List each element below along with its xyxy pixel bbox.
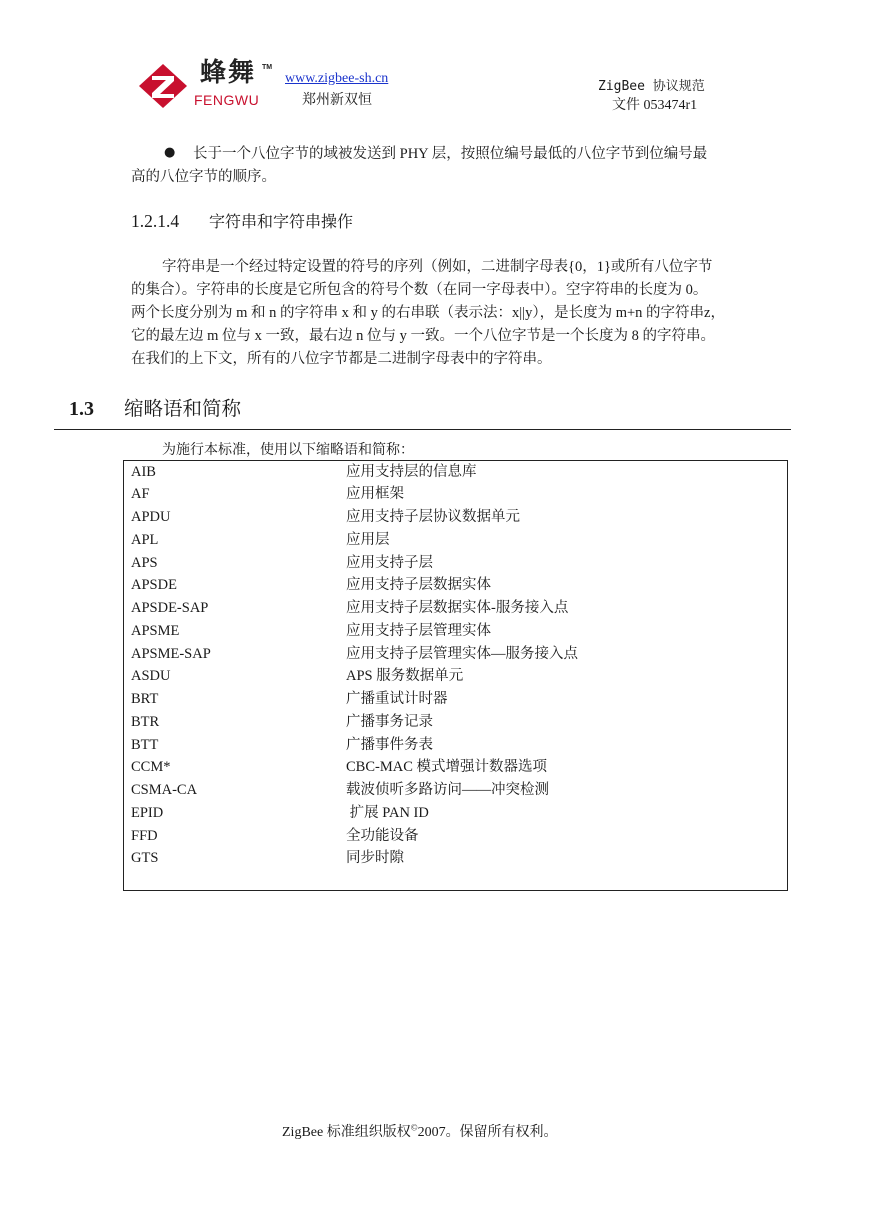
abbreviation-definition: 扩展 PAN ID <box>346 805 429 821</box>
paragraph-line: 的集合）。字符串的长度是它所包含的符号个数（在同一字母表中）。空字符串的长度为 0。 <box>131 282 708 298</box>
document-title: ZigBee 协议规范 <box>598 79 705 94</box>
fengwu-logo-icon <box>138 63 188 109</box>
abbreviation-term: BRT <box>131 691 159 707</box>
abbreviation-definition: 广播重试计时器 <box>346 691 448 707</box>
paragraph-line: 在我们的上下文，所有的八位字节都是二进制字母表中的字符串。 <box>131 351 552 367</box>
section-heading-13 <box>69 393 241 421</box>
abbreviation-term: APSME-SAP <box>131 646 211 662</box>
abbreviation-term: CCM* <box>131 759 171 775</box>
bullet-text-line-2: 高的八位字节的顺序。 <box>131 169 276 185</box>
table-intro: 为施行本标准，使用以下缩略语和简称： <box>162 443 414 458</box>
abbreviation-term: APL <box>131 532 159 548</box>
abbreviation-term: APSDE-SAP <box>131 600 209 616</box>
copyright-footer <box>282 1121 558 1141</box>
abbreviation-definition: 应用支持层的信息库 <box>346 464 477 480</box>
abbreviation-term: BTT <box>131 737 159 753</box>
abbreviation-definition: CBC-MAC 模式增强计数器选项 <box>346 759 548 775</box>
company-name: 郑州新双恒 <box>302 93 372 108</box>
abbreviation-definition: 应用支持子层管理实体—服务接入点 <box>346 646 578 662</box>
paragraph-line: 两个长度分别为 m 和 n 的字符串 x 和 y 的右串联（表示法：x||y），是长度为 m+n 的字符串z， <box>131 305 725 321</box>
abbreviation-term: APDU <box>131 509 171 525</box>
abbreviation-term: CSMA-CA <box>131 782 198 798</box>
abbreviation-definition: 应用支持子层数据实体 <box>346 577 491 593</box>
logo-chinese-name: 蜂舞 <box>200 58 257 88</box>
abbreviation-term: EPID <box>131 805 164 821</box>
abbreviation-definition: 应用支持子层协议数据单元 <box>346 509 520 525</box>
section-number: 1.2.1.4 <box>131 211 180 231</box>
footer-text: ZigBee 标准组织版权 <box>282 1125 411 1140</box>
abbreviation-term: APSDE <box>131 577 177 593</box>
paragraph-line: 它的最左边 m 位与 x 一致，最右边 n 位与 y 一致。一个八位字节是一个长度为 8 的字符串。 <box>131 328 716 344</box>
abbreviation-term: BTR <box>131 714 160 730</box>
abbreviation-definition: 应用层 <box>346 532 390 548</box>
abbreviation-term: APS <box>131 555 158 571</box>
section-divider <box>54 429 791 430</box>
website-link[interactable]: www.zigbee-sh.cn <box>285 71 389 86</box>
bullet-text-line-1: 长于一个八位字节的域被发送到 PHY 层，按照位编号最低的八位字节到位编号最 <box>193 146 708 162</box>
bullet-icon: ● <box>164 145 176 160</box>
document-number: 文件 053474r1 <box>612 98 698 113</box>
section-number: 1.3 <box>69 398 94 420</box>
abbreviation-term: AF <box>131 486 150 502</box>
abbreviation-term: ASDU <box>131 668 171 684</box>
abbreviation-definition: 广播事务记录 <box>346 714 433 730</box>
logo-trademark: TM <box>262 64 273 71</box>
abbreviation-definition: 广播事件务表 <box>346 737 433 753</box>
copyright-symbol: © <box>410 1122 418 1133</box>
section-title: 缩略语和简称 <box>124 397 242 420</box>
abbreviation-definition: 载波侦听多路访问——冲突检测 <box>346 782 549 798</box>
abbreviation-term: GTS <box>131 850 159 866</box>
abbreviation-term: FFD <box>131 828 158 844</box>
abbreviation-term: AIB <box>131 464 156 480</box>
abbreviation-table <box>123 460 788 891</box>
footer-text: 2007。保留所有权利。 <box>417 1125 558 1140</box>
abbreviation-definition: 应用支持子层数据实体-服务接入点 <box>346 600 569 616</box>
abbreviation-definition: 应用支持子层 <box>346 555 433 571</box>
paragraph-line: 字符串是一个经过特定设置的符号的序列（例如，二进制字母表{0，1}或所有八位字节 <box>162 259 713 275</box>
section-heading-1214 <box>131 209 353 232</box>
abbreviation-definition: 全功能设备 <box>346 828 419 844</box>
abbreviation-term: APSME <box>131 623 180 639</box>
abbreviation-definition: 同步时隙 <box>346 850 404 866</box>
abbreviation-definition: APS 服务数据单元 <box>346 668 464 684</box>
section-title: 字符串和字符串操作 <box>209 212 354 231</box>
logo-english-name: FENGWU <box>194 92 260 108</box>
abbreviation-definition: 应用支持子层管理实体 <box>346 623 491 639</box>
abbreviation-definition: 应用框架 <box>346 486 404 502</box>
